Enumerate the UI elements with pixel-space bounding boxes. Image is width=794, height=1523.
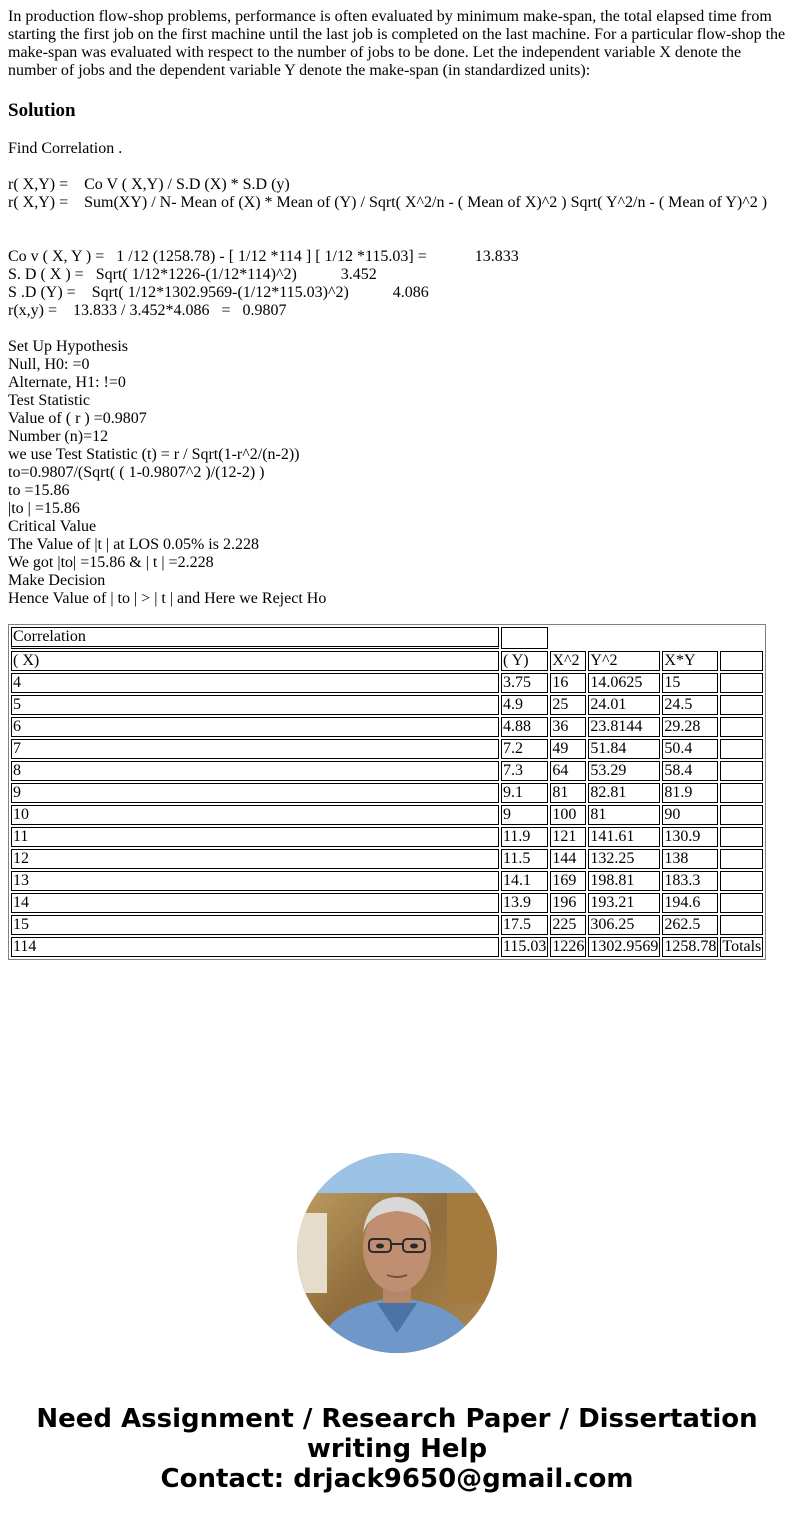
table-cell — [720, 915, 763, 935]
table-cell: 9 — [11, 783, 499, 803]
table-cell: 8 — [11, 761, 499, 781]
table-cell: 16 — [550, 673, 586, 693]
table-cell: 114 — [11, 937, 499, 957]
hypothesis-line: Value of ( r ) =0.9807 — [8, 410, 147, 427]
hypothesis-line: We got |to| =15.86 & | t | =2.228 — [8, 554, 214, 571]
table-cell: 49 — [550, 739, 586, 759]
author-photo — [297, 1153, 497, 1353]
table-cell: 1258.78 — [664, 938, 717, 955]
table-title: Correlation — [11, 627, 499, 649]
table-cell — [720, 805, 763, 825]
table-cell: 121 — [550, 827, 586, 847]
table-cell: 194.6 — [662, 893, 718, 913]
footer-line: Need Assignment / Research Paper / Dissertation — [36, 1404, 758, 1434]
table-cell: 13 — [11, 871, 499, 891]
covariance-line: Co v ( X, Y ) = 1 /12 (1258.78) - [ 1/12 *114 ] [ 1/12 *115.03] = 13.833 — [8, 248, 519, 265]
table-cell: 183.3 — [662, 871, 718, 891]
table-cell: 169 — [550, 871, 586, 891]
table-cell: 9.1 — [501, 783, 548, 803]
correlation-table — [8, 624, 766, 960]
correlation-result-line: r(x,y) = 13.833 / 3.452*4.086 = 0.9807 — [8, 302, 287, 319]
table-cell: 132.25 — [588, 849, 660, 869]
table-cell: 7.3 — [501, 761, 548, 781]
table-cell: 64 — [550, 761, 586, 781]
find-correlation: Find Correlation . — [8, 140, 123, 157]
table-cell: 17.5 — [501, 915, 548, 935]
footer-line: writing Help — [306, 1434, 488, 1464]
table-cell — [501, 627, 548, 649]
hypothesis-line: The Value of |t | at LOS 0.05% is 2.228 — [8, 536, 259, 553]
table-row — [11, 673, 763, 693]
table-cell: 100 — [550, 805, 586, 825]
sd-x-line: S. D ( X ) = Sqrt( 1/12*1226-(1/12*114)^2) 3.452 — [8, 266, 377, 283]
table-row — [11, 761, 763, 781]
table-cell: 15 — [662, 673, 718, 693]
table-cell: 29.28 — [662, 717, 718, 737]
table-cell: 198.81 — [588, 871, 660, 891]
hypothesis-line: |to | =15.86 — [8, 500, 80, 517]
table-cell: 6 — [11, 717, 499, 737]
table-cell: 225 — [550, 915, 586, 935]
column-header — [720, 651, 763, 671]
table-cell: 7 — [11, 739, 499, 759]
table-row — [11, 717, 763, 737]
sd-y-line: S .D (Y) = Sqrt( 1/12*1302.9569-(1/12*115.03)^2) 4.086 — [8, 284, 429, 301]
hypothesis-line: Set Up Hypothesis — [8, 338, 128, 355]
column-header: ( X) — [11, 651, 499, 671]
footer-contact: Contact: drjack9650@gmail.com — [160, 1464, 634, 1494]
formula-line: r( X,Y) = Sum(XY) / N- Mean of (X) * Mean of (Y) / Sqrt( X^2/n - ( Mean of X)^2 ) Sqrt( Y^2/n - ( Mean of Y)^2 ) — [8, 194, 768, 211]
table-cell: 51.84 — [588, 739, 660, 759]
table-cell — [720, 717, 763, 737]
table-cell: 23.8144 — [588, 717, 660, 737]
table-cell — [720, 761, 763, 781]
formula-block — [8, 176, 786, 212]
table-cell: 25 — [550, 695, 586, 715]
table-cell: 81.9 — [662, 783, 718, 803]
problem-statement: In production flow-shop problems, performance is often evaluated by minimum make-span, the total elapsed time from starting the first job on the first machine until the last job is completed on the last machine. For a particular flow-shop the make-span was evaluated with respect to the number of jobs to be done. Let the independent variable X denote the number of jobs and the dependent variable Y denote the make-span (in standardized units): — [8, 8, 786, 79]
table-cell: 50.4 — [662, 739, 718, 759]
table-cell: 10 — [11, 805, 499, 825]
table-row — [11, 739, 763, 759]
hypothesis-line: Alternate, H1: !=0 — [8, 374, 126, 391]
column-header: Y^2 — [588, 651, 660, 671]
table-cell: Totals — [722, 938, 762, 955]
table-cell: 14.0625 — [588, 673, 660, 693]
table-cell — [720, 827, 763, 847]
table-cell — [720, 783, 763, 803]
table-cell: 3.75 — [501, 673, 548, 693]
table-cell — [720, 871, 763, 891]
table-cell: 144 — [550, 849, 586, 869]
table-cell: 14 — [11, 893, 499, 913]
table-cell: 1302.9569 — [590, 938, 659, 955]
table-cell: 11 — [11, 827, 499, 847]
table-cell: 262.5 — [662, 915, 718, 935]
table-cell: 36 — [550, 717, 586, 737]
table-cell: 81 — [588, 805, 660, 825]
table-cell: 4.88 — [501, 717, 548, 737]
table-row — [11, 893, 763, 913]
table-row — [11, 849, 763, 869]
table-cell — [720, 893, 763, 913]
table-row — [11, 915, 763, 935]
hypothesis-line: we use Test Statistic (t) = r / Sqrt(1-r^2/(n-2)) — [8, 446, 300, 463]
table-cell: 24.01 — [588, 695, 660, 715]
table-row — [11, 805, 763, 825]
hypothesis-block — [8, 338, 786, 608]
hypothesis-line: Number (n)=12 — [8, 428, 109, 445]
hypothesis-line: to=0.9807/(Sqrt( ( 1-0.9807^2 )/(12-2) ) — [8, 464, 265, 481]
table-row — [11, 871, 763, 891]
hypothesis-line: Null, H0: =0 — [8, 356, 90, 373]
table-cell: 15 — [11, 915, 499, 935]
table-cell — [720, 673, 763, 693]
table-cell: 196 — [550, 893, 586, 913]
table-cell — [720, 739, 763, 759]
calculation-block — [8, 248, 786, 320]
table-cell — [720, 695, 763, 715]
table-cell: 82.81 — [588, 783, 660, 803]
table-cell: 9 — [501, 805, 548, 825]
table-row — [11, 783, 763, 803]
table-cell: 14.1 — [501, 871, 548, 891]
table-cell: 5 — [11, 695, 499, 715]
table-cell: 4 — [11, 673, 499, 693]
table-cell — [720, 849, 763, 869]
table-header-row — [11, 651, 763, 671]
column-header: ( Y) — [501, 651, 548, 671]
table-cell: 193.21 — [588, 893, 660, 913]
formula-line: r( X,Y) = Co V ( X,Y) / S.D (X) * S.D (y) — [8, 176, 290, 193]
table-row — [11, 695, 763, 715]
footer-banner — [0, 1404, 794, 1494]
table-cell: 58.4 — [662, 761, 718, 781]
table-cell: 24.5 — [662, 695, 718, 715]
table-cell: 130.9 — [662, 827, 718, 847]
column-header: X*Y — [662, 651, 718, 671]
hypothesis-line: Test Statistic — [8, 392, 90, 409]
table-cell: 11.9 — [501, 827, 548, 847]
table-cell: 306.25 — [588, 915, 660, 935]
hypothesis-line: Make Decision — [8, 572, 106, 589]
solution-heading: Solution — [8, 100, 76, 121]
hypothesis-line: Hence Value of | to | > | t | and Here we Reject Ho — [8, 590, 327, 607]
table-cell: 11.5 — [501, 849, 548, 869]
table-cell: 1226 — [552, 938, 585, 955]
table-cell: 7.2 — [501, 739, 548, 759]
table-cell: 12 — [11, 849, 499, 869]
column-header: X^2 — [550, 651, 586, 671]
hypothesis-line: Critical Value — [8, 518, 97, 535]
table-title-row — [11, 627, 763, 649]
table-cell: 81 — [550, 783, 586, 803]
table-cell: 115.03 — [503, 938, 547, 955]
hypothesis-line: to =15.86 — [8, 482, 70, 499]
table-totals-row — [11, 937, 763, 957]
table-row — [11, 827, 763, 847]
table-cell: 4.9 — [501, 695, 548, 715]
table-cell: 90 — [662, 805, 718, 825]
table-cell: 138 — [662, 849, 718, 869]
table-cell: 141.61 — [588, 827, 660, 847]
author-photo-image — [297, 1153, 497, 1353]
table-cell — [550, 627, 763, 649]
table-cell: 13.9 — [501, 893, 548, 913]
table-cell: 53.29 — [588, 761, 660, 781]
